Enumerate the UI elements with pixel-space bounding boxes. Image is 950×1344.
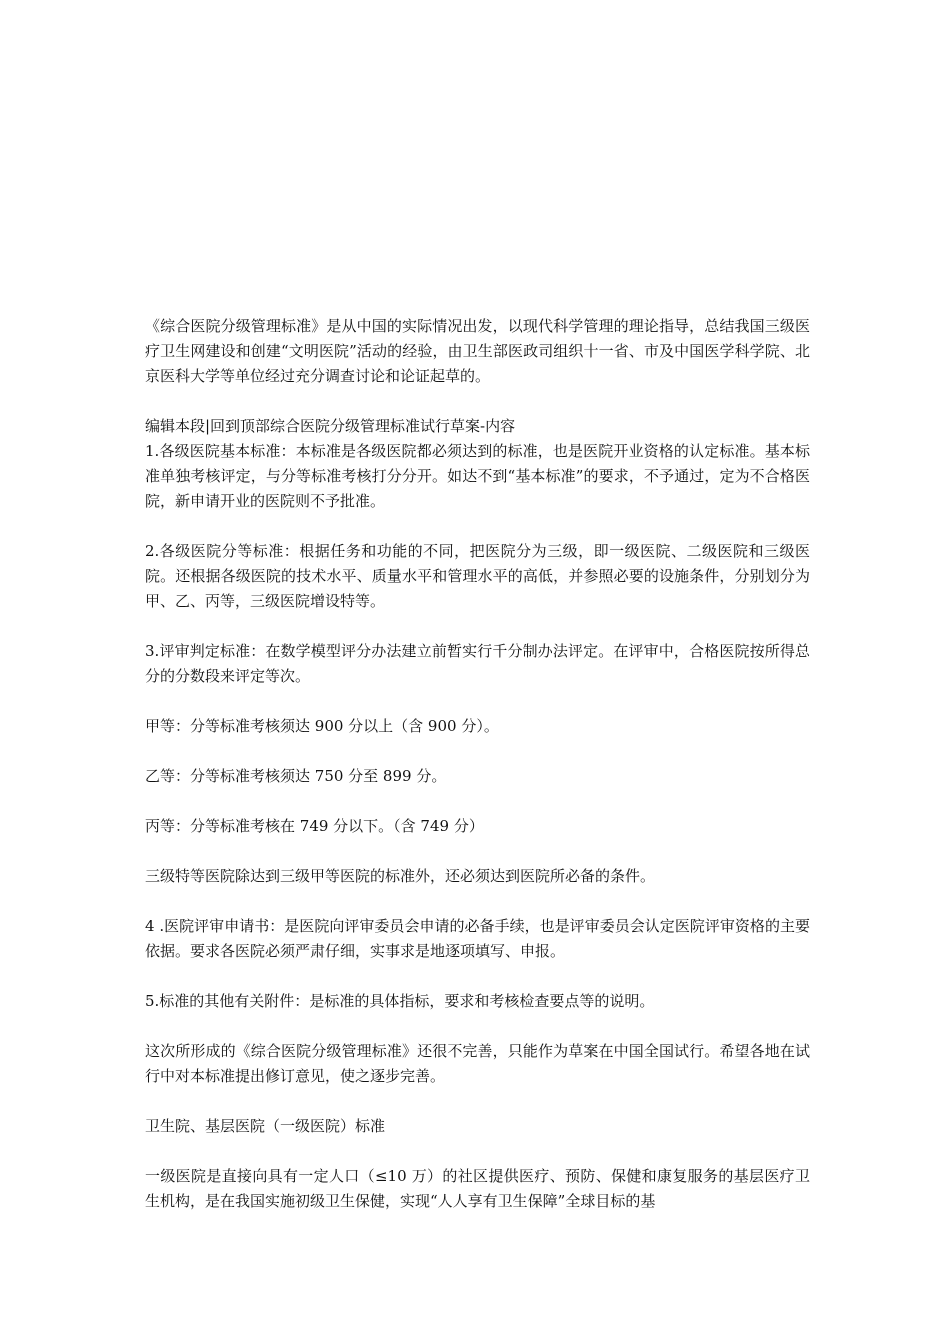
grade-a-paragraph: 甲等：分等标准考核须达 900 分以上（含 900 分）。 (145, 717, 499, 735)
paragraph-gap (145, 614, 810, 639)
attachments-paragraph: 5.标准的其他有关附件：是标准的具体指标，要求和考核检查要点等的说明。 (145, 992, 655, 1010)
level-one-paragraph: 一级医院是直接向具有一定人口（≤10 万）的社区提供医疗、预防、保健和康复服务的基层医疗卫生机构，是在我国实施初级卫生保健，实现“人人享有卫生保障”全球目标的基 (145, 1167, 810, 1210)
level-one-heading: 卫生院、基层医院（一级医院）标准 (145, 1117, 386, 1135)
document-body (145, 314, 810, 1214)
grading-standard-paragraph: 2.各级医院分等标准：根据任务和功能的不同，把医院分为三级，即一级医院、二级医院和三级医院。还根据各级医院的技术水平、质量水平和管理水平的高低，并参照必要的设施条件，分别划分为甲、乙、丙等，三级医院增设特等。 (145, 542, 810, 610)
special-grade-paragraph: 三级特等医院除达到三级甲等医院的标准外，还必须达到医院所必备的条件。 (145, 867, 656, 885)
paragraph-gap (145, 839, 810, 864)
paragraph-gap (145, 739, 810, 764)
grade-c-paragraph: 丙等：分等标准考核在 749 分以下。（含 749 分） (145, 817, 484, 835)
paragraph-gap (145, 1014, 810, 1039)
paragraph-gap (145, 689, 810, 714)
paragraph-gap (145, 1089, 810, 1114)
draft-note-paragraph: 这次所形成的《综合医院分级管理标准》还很不完善，只能作为草案在中国全国试行。希望各地在试行中对本标准提出修订意见，使之逐步完善。 (145, 1042, 810, 1085)
intro-paragraph: 《综合医院分级管理标准》是从中国的实际情况出发，以现代科学管理的理论指导，总结我国三级医疗卫生网建设和创建“文明医院”活动的经验，由卫生部医政司组织十一省、市及中国医学科学院、北京医科大学等单位经过充分调查讨论和论证起草的。 (145, 317, 810, 385)
section-heading: 编辑本段|回到顶部综合医院分级管理标准试行草案-内容 (145, 417, 516, 435)
paragraph-gap (145, 964, 810, 989)
paragraph-gap (145, 789, 810, 814)
application-paragraph: 4 .医院评审申请书：是医院向评审委员会申请的必备手续，也是评审委员会认定医院评审资格的主要依据。要求各医院必须严肃仔细，实事求是地逐项填写、申报。 (145, 917, 810, 960)
paragraph-gap (145, 514, 810, 539)
paragraph-gap (145, 889, 810, 914)
basic-standard-paragraph: 1.各级医院基本标准：本标准是各级医院都必须达到的标准，也是医院开业资格的认定标准。基本标准单独考核评定，与分等标准考核打分分开。如达不到“基本标准”的要求，不予通过，定为不合格医院，新申请开业的医院则不予批准。 (145, 442, 810, 510)
grade-b-paragraph: 乙等：分等标准考核须达 750 分至 899 分。 (145, 767, 447, 785)
paragraph-gap (145, 389, 810, 414)
paragraph-gap (145, 1139, 810, 1164)
evaluation-standard-paragraph: 3.评审判定标准：在数学模型评分办法建立前暂实行千分制办法评定。在评审中，合格医院按所得总分的分数段来评定等次。 (145, 642, 810, 685)
